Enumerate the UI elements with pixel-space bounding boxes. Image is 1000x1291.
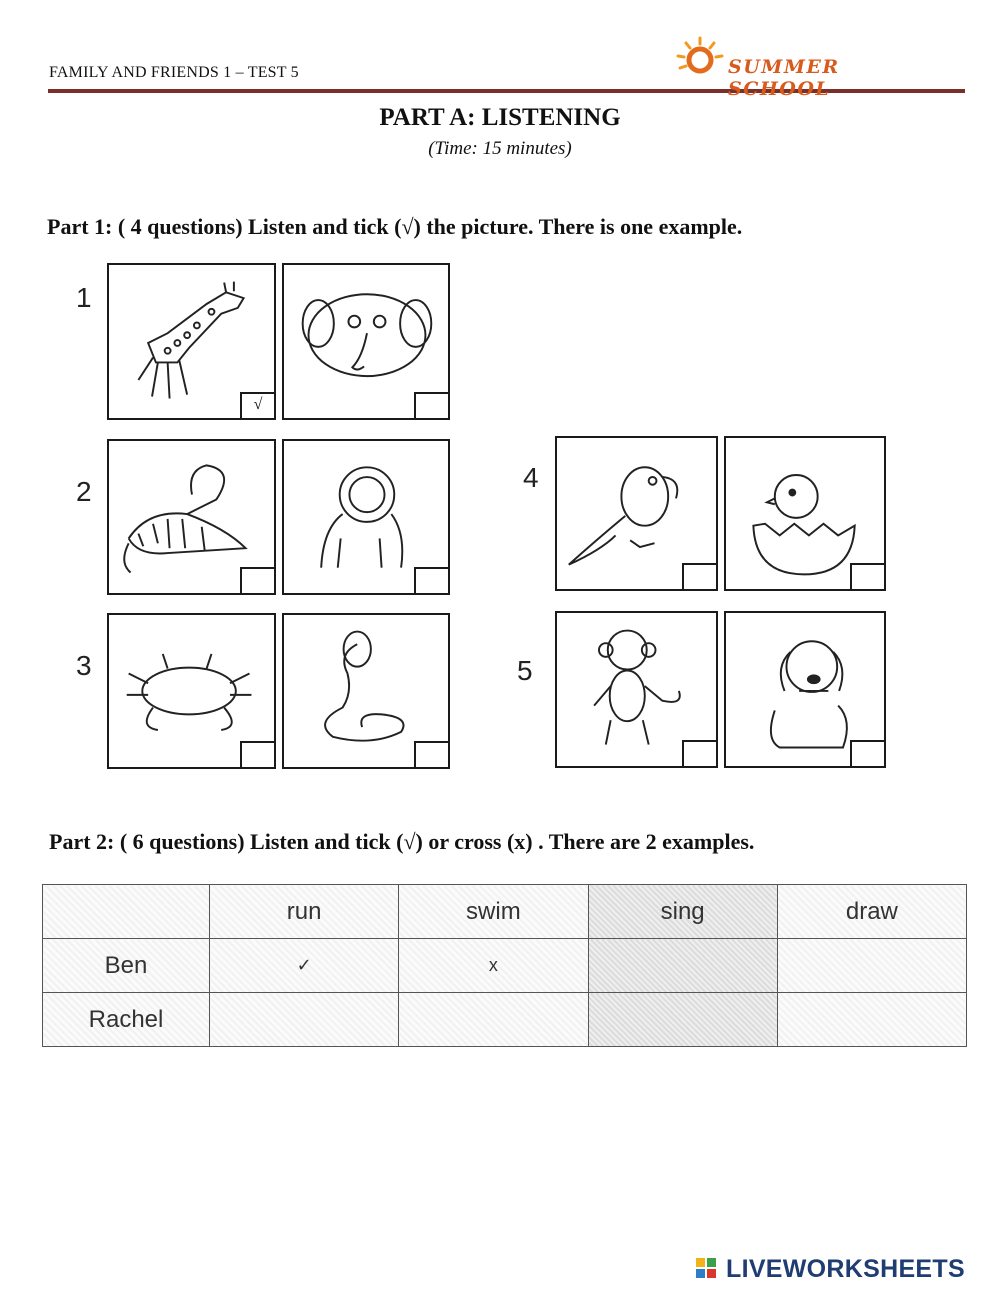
picture-option-snake[interactable] — [282, 613, 450, 769]
summer-school-logo — [672, 34, 932, 100]
picture-option-chick[interactable] — [724, 436, 886, 591]
table-row — [43, 993, 967, 1047]
document-title: FAMILY AND FRIENDS 1 – TEST 5 — [49, 64, 299, 81]
liveworksheets-icon — [696, 1258, 718, 1282]
header-cell-empty — [43, 885, 210, 939]
brand-text: LIVEWORKSHEETS — [726, 1255, 965, 1283]
picture-option-lion[interactable] — [282, 439, 450, 595]
answer-cell[interactable] — [399, 993, 588, 1047]
answer-cell[interactable] — [588, 939, 777, 993]
part-a-time: (Time: 15 minutes) — [428, 138, 572, 159]
tick-box[interactable] — [414, 392, 448, 418]
answer-cell[interactable] — [210, 993, 399, 1047]
picture-option-giraffe[interactable] — [107, 263, 276, 420]
picture-option-tiger[interactable] — [107, 439, 276, 595]
tick-box[interactable]: √ — [240, 392, 274, 418]
table-row — [43, 939, 967, 993]
tick-box[interactable] — [682, 740, 716, 766]
activity-table — [42, 884, 967, 1047]
tick-box[interactable] — [850, 563, 884, 589]
answer-cell: ✓ — [210, 939, 399, 993]
sun-icon — [672, 34, 732, 80]
answer-cell: x — [399, 939, 588, 993]
question-number: 3 — [76, 650, 92, 681]
picture-option-dog[interactable] — [724, 611, 886, 768]
answer-cell[interactable] — [777, 939, 966, 993]
picture-option-crab[interactable] — [107, 613, 276, 769]
question-number: 2 — [76, 476, 92, 507]
picture-option-monkey[interactable] — [555, 611, 718, 768]
part-a-title: PART A: LISTENING — [379, 104, 621, 131]
question-number: 1 — [76, 282, 92, 313]
tick-box[interactable] — [414, 741, 448, 767]
logo-text: SUMMER SCHOOL — [728, 56, 840, 100]
header-cell-swim: swim — [399, 885, 588, 939]
header-cell-run: run — [210, 885, 399, 939]
picture-option-elephant[interactable] — [282, 263, 450, 420]
tick-box[interactable] — [682, 563, 716, 589]
header-cell-draw: draw — [777, 885, 966, 939]
tick-box[interactable] — [850, 740, 884, 766]
row-name: Rachel — [43, 993, 210, 1047]
tick-box[interactable] — [240, 567, 274, 593]
table-header-row — [43, 885, 967, 939]
part1-instruction: Part 1: ( 4 questions) Listen and tick (√) the picture. There is one example. — [47, 214, 743, 239]
tick-box[interactable] — [414, 567, 448, 593]
header-cell-sing: sing — [588, 885, 777, 939]
answer-cell[interactable] — [588, 993, 777, 1047]
part2-instruction: Part 2: ( 6 questions) Listen and tick (√) or cross (x) . There are 2 examples. — [49, 829, 755, 854]
tick-box[interactable] — [240, 741, 274, 767]
question-number: 5 — [517, 655, 533, 686]
answer-cell[interactable] — [777, 993, 966, 1047]
question-number: 4 — [523, 462, 539, 493]
row-name: Ben — [43, 939, 210, 993]
picture-option-parrot[interactable] — [555, 436, 718, 591]
